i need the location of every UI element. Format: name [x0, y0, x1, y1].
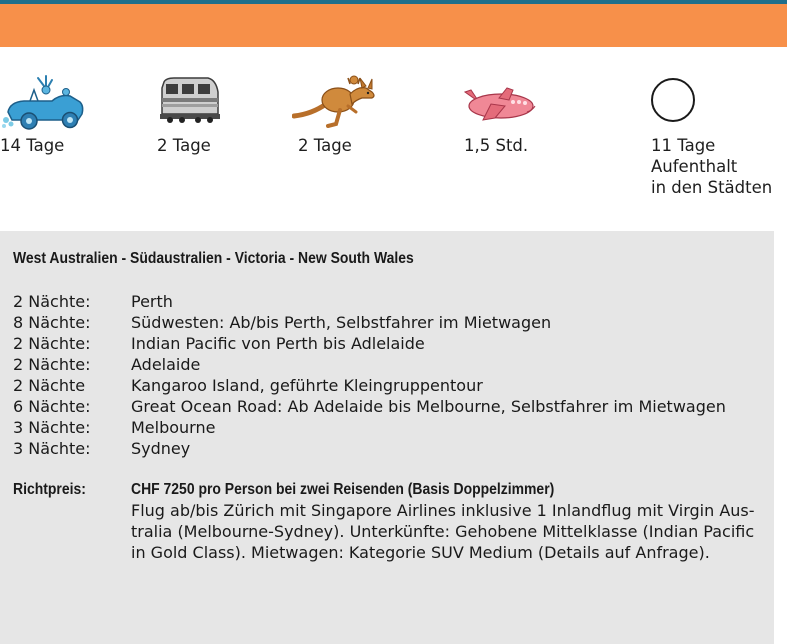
kangaroo-icon [292, 74, 386, 130]
stay-row [13, 417, 773, 438]
price-detail-line: Flug ab/bis Zürich mit Singapore Airlines inklusive 1 Inlandflug mit Virgin Aus- [131, 501, 755, 520]
stay-nights: 3 Nächte: [13, 439, 91, 458]
stay-nights: 6 Nächte: [13, 397, 91, 416]
stay-nights: 2 Nächte: [13, 292, 91, 311]
stay-place: Indian Pacific von Perth bis Adlelaide [131, 334, 425, 353]
legend-label-city-stay [651, 135, 772, 198]
stay-nights: 2 Nächte: [13, 334, 91, 353]
price-detail-line: in Gold Class). Mietwagen: Kategorie SUV Medium (Details auf Anfrage). [131, 543, 710, 562]
train-icon [158, 76, 220, 124]
legend-label-line: in den Städten [651, 178, 773, 197]
legend-label-line: 11 Tage [651, 136, 716, 155]
legend-label-airplane: 1,5 Std. [464, 136, 529, 155]
route-title: West Australien - Südaustralien - Victoria - New South Wales [13, 250, 414, 267]
stay-place: Kangaroo Island, geführte Kleingruppentour [131, 376, 483, 395]
price-detail-line: tralia (Melbourne-Sydney). Unterkünfte: Gehobene Mittelklasse (Indian Pacific [131, 522, 755, 541]
stay-row [13, 375, 773, 396]
stay-row [13, 333, 773, 354]
legend-label-line: Aufenthalt [651, 157, 738, 176]
stay-nights: 3 Nächte: [13, 418, 91, 437]
legend-label-kangaroo: 2 Tage [298, 136, 352, 155]
stay-row [13, 396, 773, 417]
stay-row [13, 291, 773, 312]
price-details [131, 500, 761, 563]
stay-row [13, 354, 773, 375]
legend-label-train: 2 Tage [157, 136, 211, 155]
stay-list [13, 291, 773, 459]
price-heading: CHF 7250 pro Person bei zwei Reisenden (Basis Doppelzimmer) [131, 481, 555, 498]
car-icon [0, 74, 86, 132]
stay-nights: 2 Nächte [13, 376, 86, 395]
stay-place: Adelaide [131, 355, 201, 374]
stay-place: Südwesten: Ab/bis Perth, Selbstfahrer im Mietwagen [131, 313, 552, 332]
stay-row [13, 312, 773, 333]
price-label: Richtpreis: [13, 481, 86, 498]
stay-nights: 2 Nächte: [13, 355, 91, 374]
header-band [0, 4, 787, 47]
legend-label-car: 14 Tage [0, 136, 65, 155]
stay-place: Sydney [131, 439, 191, 458]
stay-place: Melbourne [131, 418, 216, 437]
stay-place: Great Ocean Road: Ab Adelaide bis Melbourne, Selbstfahrer im Mietwagen [131, 397, 726, 416]
stay-nights: 8 Nächte: [13, 313, 91, 332]
circle-icon [650, 77, 696, 123]
stay-place: Perth [131, 292, 173, 311]
stay-row [13, 438, 773, 459]
airplane-icon [461, 82, 537, 126]
